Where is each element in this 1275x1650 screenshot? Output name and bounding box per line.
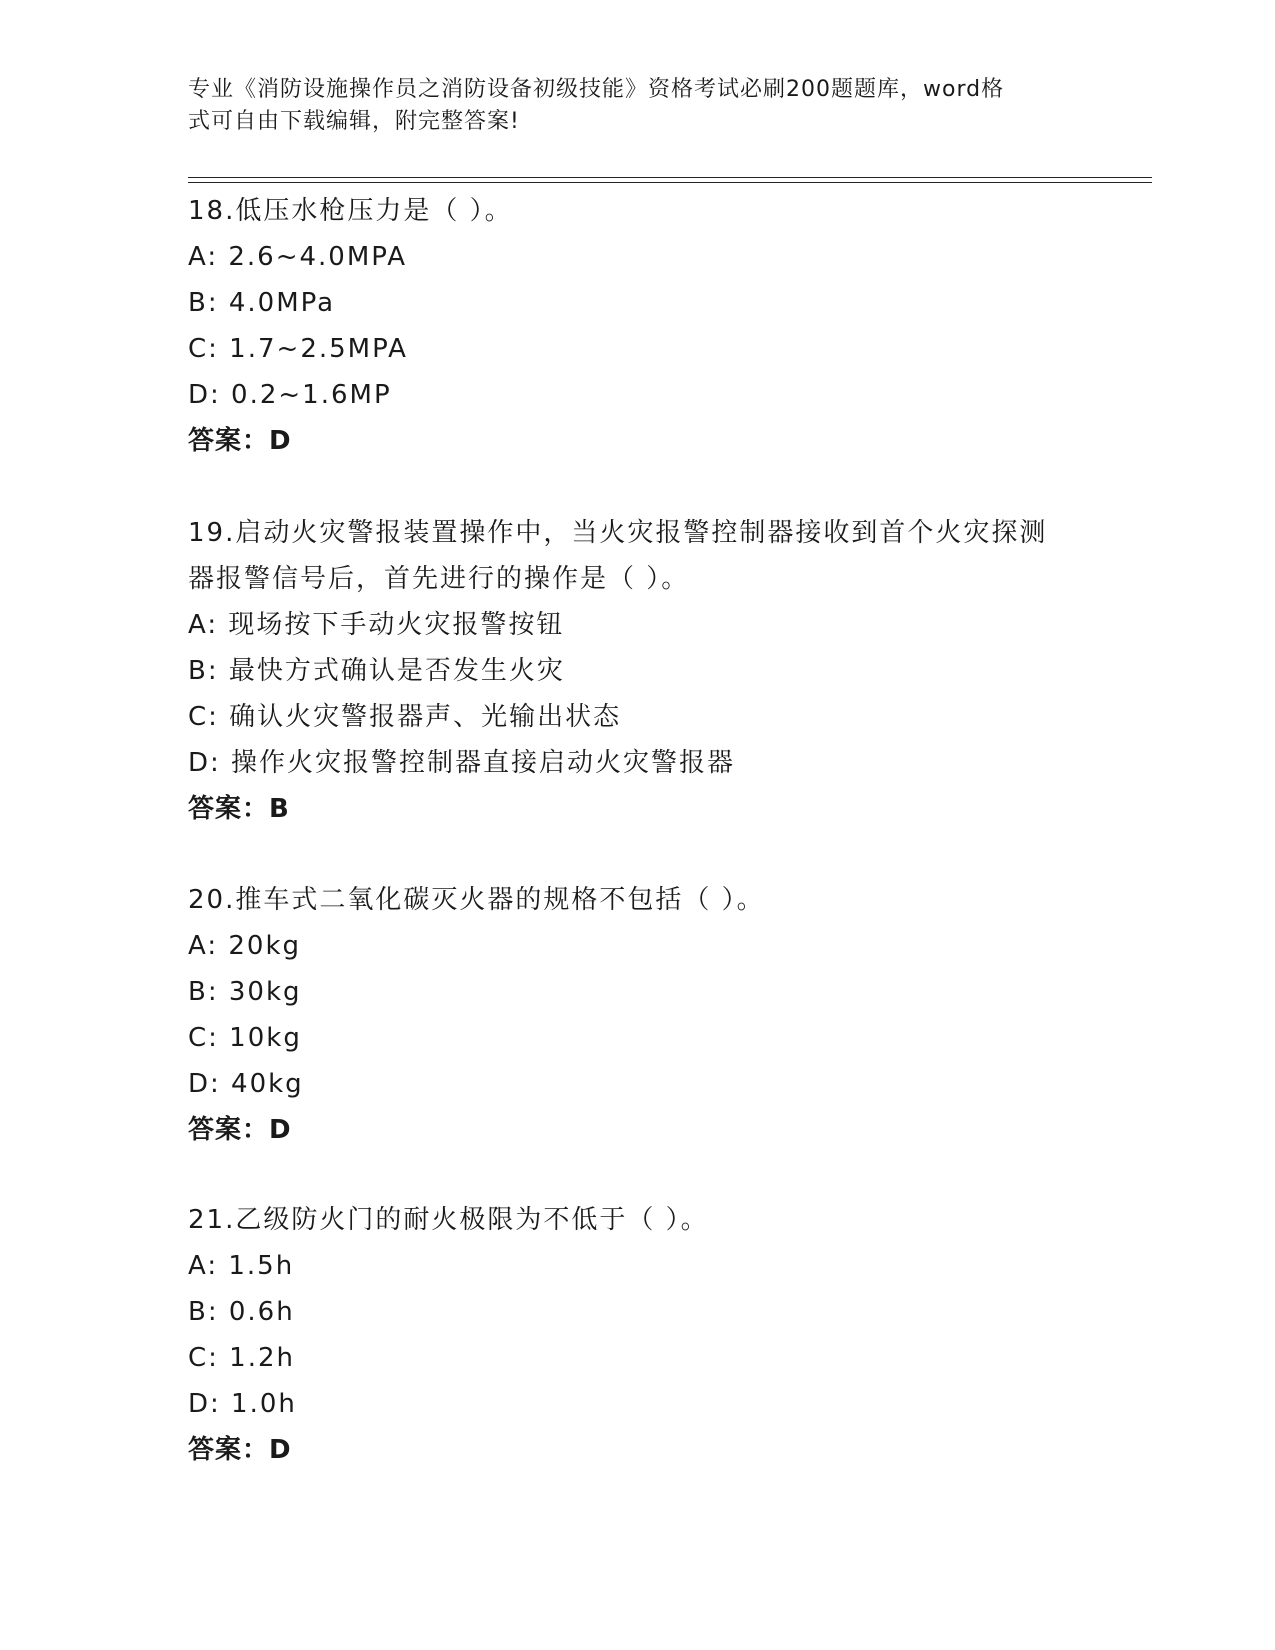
answer: 答案：D <box>188 1115 292 1145</box>
option-c: C: 10kg <box>188 1023 302 1053</box>
option-d: D: 1.0h <box>188 1389 297 1419</box>
document-header <box>188 74 1088 138</box>
option-d: D: 40kg <box>188 1069 304 1099</box>
question-21 <box>188 1197 1128 1473</box>
question-stem-line-1: 19.启动火灾警报装置操作中，当火灾报警控制器接收到首个火灾探测 <box>188 518 1048 548</box>
answer: 答案：B <box>188 794 290 824</box>
option-d: D: 操作火灾报警控制器直接启动火灾警报器 <box>188 748 736 778</box>
header-rule-bottom <box>188 182 1152 183</box>
option-c: C: 1.7~2.5MPA <box>188 334 408 364</box>
question-stem: 20.推车式二氧化碳灭火器的规格不包括（ ）。 <box>188 885 765 915</box>
option-a: A: 20kg <box>188 931 301 961</box>
header-line-2: 式可自由下载编辑，附完整答案! <box>188 109 520 134</box>
answer: 答案：D <box>188 426 292 456</box>
option-b: B: 30kg <box>188 977 302 1007</box>
option-d: D: 0.2~1.6MP <box>188 380 392 410</box>
option-b: B: 0.6h <box>188 1297 295 1327</box>
question-stem: 21.乙级防火门的耐火极限为不低于（ ）。 <box>188 1205 709 1235</box>
option-c: C: 1.2h <box>188 1343 296 1373</box>
option-b: B: 4.0MPa <box>188 288 336 318</box>
header-line-1: 专业《消防设施操作员之消防设备初级技能》资格考试必刷200题题库，word格 <box>188 77 1005 102</box>
option-a: A: 现场按下手动火灾报警按钮 <box>188 610 565 640</box>
question-20 <box>188 877 1128 1153</box>
option-a: A: 2.6~4.0MPA <box>188 242 408 272</box>
option-b: B: 最快方式确认是否发生火灾 <box>188 656 565 686</box>
question-stem-line-2: 器报警信号后，首先进行的操作是（ ）。 <box>188 564 690 594</box>
question-18 <box>188 188 1128 464</box>
answer: 答案：D <box>188 1435 292 1465</box>
question-19 <box>188 510 1128 832</box>
question-stem: 18.低压水枪压力是（ ）。 <box>188 196 513 226</box>
header-rule-top <box>188 177 1152 178</box>
option-a: A: 1.5h <box>188 1251 295 1281</box>
option-c: C: 确认火灾警报器声、光输出状态 <box>188 702 622 732</box>
